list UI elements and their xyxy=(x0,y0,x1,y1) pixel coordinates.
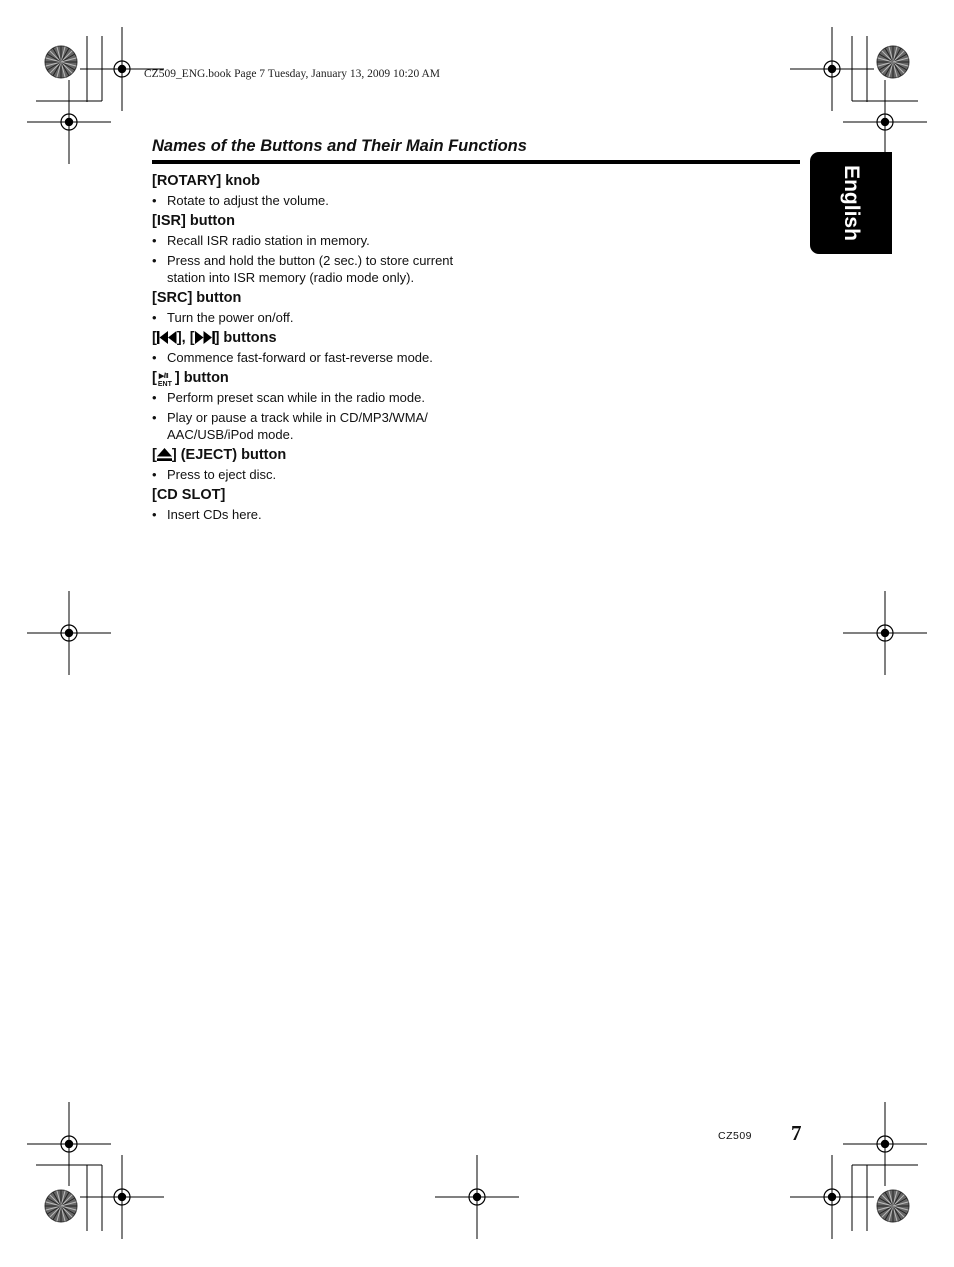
registration-dot xyxy=(118,1193,126,1201)
registration-dot xyxy=(65,629,73,637)
skip-back-icon xyxy=(157,331,177,344)
bullet-list xyxy=(152,466,472,483)
list-item-cd-slot xyxy=(152,486,472,523)
bullet-item: • Recall ISR radio station in memory. xyxy=(152,232,472,249)
bullet-list xyxy=(152,232,472,286)
bullet-item: • Rotate to adjust the volume. xyxy=(152,192,472,209)
bullet-list xyxy=(152,389,472,443)
section-title: Names of the Buttons and Their Main Functions xyxy=(152,137,527,155)
list-item-isr xyxy=(152,212,472,286)
bullet-item: • Press to eject disc. xyxy=(152,466,472,483)
play-pause-ent-icon: ▶/II ENT xyxy=(157,373,172,388)
list-item-src xyxy=(152,289,472,326)
registration-dot xyxy=(881,1140,889,1148)
bullet-list xyxy=(152,349,472,366)
item-heading: [ ] (EJECT) button xyxy=(152,447,287,463)
registration-dot xyxy=(65,1140,73,1148)
bullet-item: • Insert CDs here. xyxy=(152,506,472,523)
eject-icon xyxy=(157,448,172,461)
registration-dot xyxy=(881,118,889,126)
skip-forward-icon xyxy=(195,331,215,344)
item-heading: [SRC] button xyxy=(152,290,242,306)
list-item-rotary xyxy=(152,172,472,209)
model-code: CZ509 xyxy=(718,1130,753,1142)
registration-dot xyxy=(473,1193,481,1201)
item-heading: [CD SLOT] xyxy=(152,487,226,503)
bullet-list xyxy=(152,192,472,209)
registration-dot xyxy=(881,629,889,637)
item-heading: [ ▶/II ENT ] button xyxy=(152,370,229,388)
registration-dot xyxy=(118,65,126,73)
item-heading: [ROTARY] knob xyxy=(152,173,260,189)
language-tab-label: English xyxy=(840,165,863,241)
title-rule xyxy=(152,160,800,164)
language-tab xyxy=(810,152,892,254)
registration-dot xyxy=(828,65,836,73)
bullet-item: • Press and hold the button (2 sec.) to store current station into ISR memory (radio mode only). xyxy=(152,252,472,286)
page-number: 7 xyxy=(791,1121,802,1145)
registration-dot xyxy=(828,1193,836,1201)
list-item-skip xyxy=(152,329,472,366)
list-item-eject xyxy=(152,446,472,483)
registration-dot xyxy=(65,118,73,126)
bullet-list xyxy=(152,309,472,326)
bullet-list xyxy=(152,506,472,523)
item-heading: [ISR] button xyxy=(152,213,235,229)
button-list xyxy=(152,172,472,526)
bullet-item: • Perform preset scan while in the radio mode. xyxy=(152,389,472,406)
file-info-header: CZ509_ENG.book Page 7 Tuesday, January 13, 2009 10:20 AM xyxy=(144,68,441,80)
list-item-play-pause xyxy=(152,369,472,443)
bullet-item: • Turn the power on/off. xyxy=(152,309,472,326)
bullet-item: • Commence fast-forward or fast-reverse mode. xyxy=(152,349,472,366)
item-heading: [ ], [ ] buttons xyxy=(152,330,277,346)
bullet-item: • Play or pause a track while in CD/MP3/WMA/ AAC/USB/iPod mode. xyxy=(152,409,472,443)
